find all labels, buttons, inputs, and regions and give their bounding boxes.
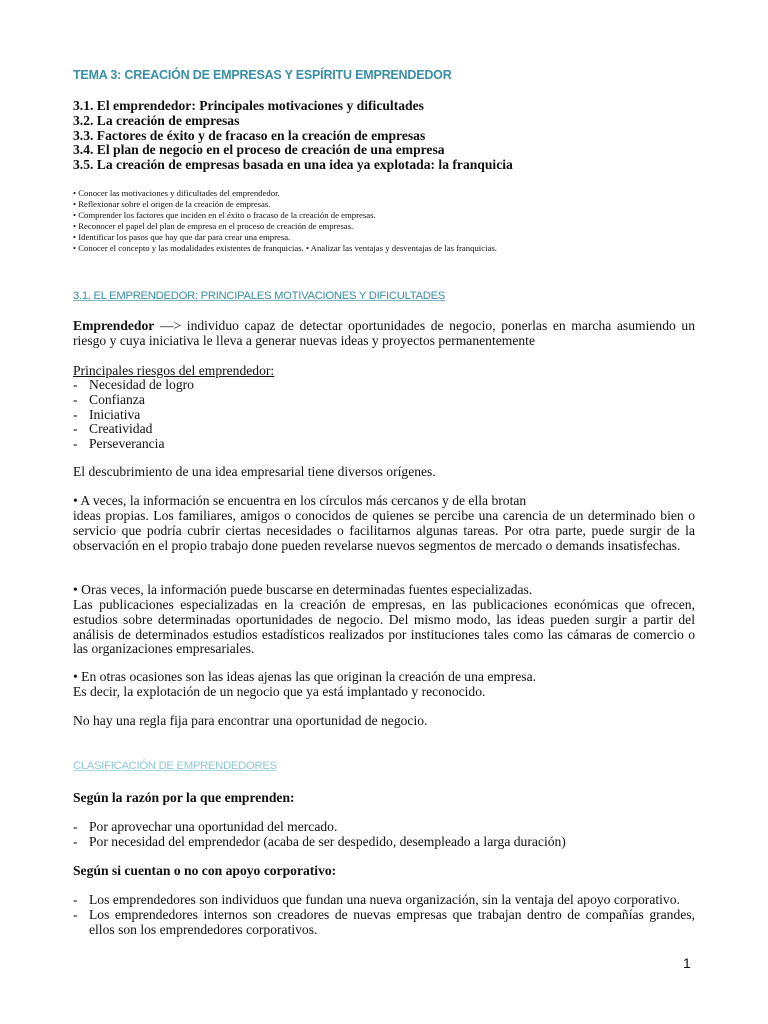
section-heading: 3.1. EL EMPRENDEDOR: PRINCIPALES MOTIVACIONES Y DIFICULTADES xyxy=(73,290,446,302)
list-item xyxy=(73,893,695,908)
objective-item: • Conocer las motivaciones y dificultades del emprendedor. xyxy=(73,188,280,198)
list-item-text: Creatividad xyxy=(89,421,153,437)
origen-paragraph-3: Es decir, la explotación de un negocio que ya está implantado y reconocido. xyxy=(73,684,486,699)
objective-item: • Comprender los factores que inciden en el éxito o fracaso de la creación de empresas. xyxy=(73,210,376,221)
subheading: Según si cuentan o no con apoyo corporativo: xyxy=(73,863,337,878)
page-number: 1 xyxy=(683,955,691,971)
section-heading: CLASIFICACIÓN DE EMPRENDEDORES xyxy=(73,760,277,772)
no-regla-text: No hay una regla fija para encontrar una oportunidad de negocio. xyxy=(73,713,428,728)
list-item xyxy=(73,422,194,437)
dash-bullet: - xyxy=(73,391,78,407)
origen-bullet-2: • Oras veces, la información puede buscarse en determinadas fuentes especializadas. xyxy=(73,582,533,597)
dash-bullet: - xyxy=(73,406,78,422)
list-item xyxy=(73,437,194,452)
dash-bullet: - xyxy=(73,833,78,849)
toc-item: 3.1. El emprendedor: Principales motivaciones y dificultades xyxy=(73,98,424,113)
definition-term: Emprendedor xyxy=(73,318,155,333)
list-item xyxy=(73,378,194,393)
list-item xyxy=(73,820,566,835)
list-item xyxy=(73,908,695,938)
dash-bullet: - xyxy=(73,906,78,922)
origen-paragraph-1: ideas propias. Los familiares, amigos o conocidos de quienes se percibe una carencia de un determinado bien o servicio que podría cubrir ciertas necesidades o facilitarnos algunas tareas. Por otra parte, puede surgir de la observación en el propio trabajo done pueden revelarse nuevos segmentos de mercado o demands insatisfechas. xyxy=(73,508,695,553)
dash-bullet: - xyxy=(73,819,78,834)
origen-paragraph-2: Las publicaciones especializadas en la creación de empresas, en las publicaciones económicas que ofrecen, estudios sobre determinadas oportunidades de negocio. Del mismo modo, las ideas pueden surgir a partir del análisis de determinados estudios estadísticos realizados por instituciones tales como las cámaras de comercio o las organizaciones empresariales. xyxy=(73,597,695,657)
toc-item: 3.5. La creación de empresas basada en una idea ya explotada: la franquicia xyxy=(73,157,513,173)
origen-intro: El descubrimiento de una idea empresarial tiene diversos orígenes. xyxy=(73,464,436,479)
origen-bullet-3: • En otras ocasiones son las ideas ajenas las que originan la creación de una empresa. xyxy=(73,669,537,684)
dash-bullet: - xyxy=(73,377,78,392)
riesgos-list xyxy=(73,378,194,452)
list-item-text: Confianza xyxy=(89,391,145,407)
apoyo-list xyxy=(73,893,695,937)
list-item xyxy=(73,408,194,423)
subheading: Según la razón por la que emprenden: xyxy=(73,790,295,805)
list-item-text: Por necesidad del emprendedor (acaba de ser despedido, desempleado a larga duración) xyxy=(89,833,566,849)
objective-item: • Identificar los pasos que hay que dar para crear una empresa. xyxy=(73,232,291,243)
objective-item: • Conocer el concepto y las modalidades existentes de franquicias. • Analizar las ventajas y desventajas de las franquicias. xyxy=(73,243,497,254)
toc-item: 3.3. Factores de éxito y de fracaso en la creación de empresas xyxy=(73,127,426,143)
list-item-text: Los emprendedores son individuos que fundan una nueva organización, sin la ventaja del apoyo corporativo. xyxy=(89,892,680,907)
list-item-text: Necesidad de logro xyxy=(89,377,194,392)
toc-item: 3.2. La creación de empresas xyxy=(73,112,240,128)
riesgos-heading: Principales riesgos del emprendedor: xyxy=(73,363,275,378)
dash-bullet: - xyxy=(73,421,78,437)
toc-item: 3.4. El plan de negocio en el proceso de creación de una empresa xyxy=(73,142,445,158)
list-item-text: Perseverancia xyxy=(89,436,165,452)
definition-paragraph xyxy=(73,319,695,349)
list-item-text: Por aprovechar una oportunidad del mercado. xyxy=(89,819,338,834)
chapter-title: TEMA 3: CREACIÓN DE EMPRESAS Y ESPÍRITU EMPRENDEDOR xyxy=(73,68,452,82)
dash-bullet: - xyxy=(73,436,78,452)
list-item xyxy=(73,835,566,850)
definition-text: —> individuo capaz de detectar oportunidades de negocio, ponerlas en marcha asumiendo un riesgo y cuya iniciativa le lleva a generar nuevas ideas y proyectos permanentemente xyxy=(73,318,695,348)
list-item xyxy=(73,393,194,408)
razon-list xyxy=(73,820,566,850)
list-item-text: Iniciativa xyxy=(89,406,141,422)
list-item-text: Los emprendedores internos son creadores de nuevas empresas que trabajan dentro de compañías grandes, ellos son los emprendedores corporativos. xyxy=(89,906,695,937)
dash-bullet: - xyxy=(73,892,78,907)
objectives-list xyxy=(73,188,497,255)
table-of-contents xyxy=(73,99,513,173)
objective-item: • Reflexionar sobre el origen de la creación de empresas. xyxy=(73,199,271,210)
origen-bullet-1: • A veces, la información se encuentra en los círculos más cercanos y de ella brotan xyxy=(73,493,527,508)
objective-item: • Reconocer el papel del plan de empresa en el proceso de creación de empresas. xyxy=(73,221,354,232)
